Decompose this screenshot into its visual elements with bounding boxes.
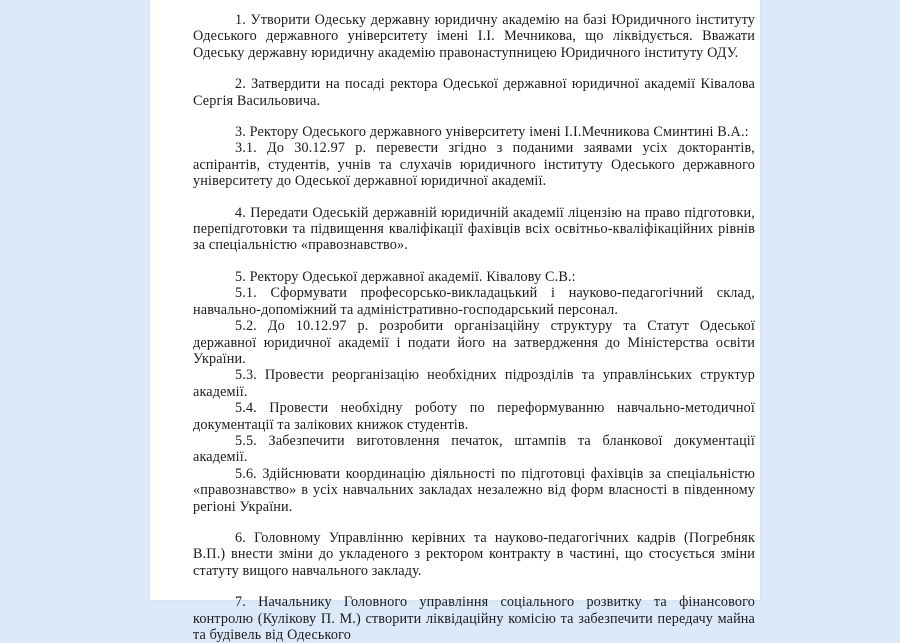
clause-2: 2. Затвердити на посаді ректора Одеської державної юридичної академії Ківалова Сергія Васильовича. bbox=[193, 76, 755, 109]
clause-3-1: 3.1. До 30.12.97 р. перевести згідно з поданими заявами усіх докторантів, аспірантів, студентів, учнів та слухачів юридичного інституту Одеського державного університету до Одеської державної юридичної академії. bbox=[193, 140, 755, 190]
clause-3: 3. Ректору Одеського державного університету імені І.І.Мечникова Сминтині В.А.: bbox=[235, 124, 749, 141]
clause-5: 5. Ректору Одеської державної академії. Ківалову С.В.: bbox=[235, 268, 576, 285]
clause-5-4: 5.4. Провести необхідну роботу по переформуванню навчально-методичної документації та залікових книжок студентів. bbox=[193, 400, 755, 433]
document-body bbox=[193, 12, 755, 643]
clause-5-1: 5.1. Сформувати професорсько-викладацький і науково-педагогічний склад, навчально-допоміжний та адміністративно-господарський персонал. bbox=[193, 285, 755, 318]
clause-1: 1. Утворити Одеську державну юридичну академію на базі Юридичного інституту Одеського державного університету імені І.І. Мечникова, що ліквідується. Вважати Одеську державну юридичну академію правонаступницею Юридичного інституту ОДУ. bbox=[193, 12, 755, 61]
clause-5-3: 5.3. Провести реорганізацію необхідних підрозділів та управлінських структур академії. bbox=[193, 367, 755, 400]
clause-5-2: 5.2. До 10.12.97 р. розробити організаційну структуру та Статут Одеської державної юридичної академії і подати його на затвердження до Міністерства освіти України. bbox=[193, 318, 755, 367]
clause-6: 6. Головному Управлінню керівних та науково-педагогічних кадрів (Погребняк В.П.) внести зміни до укладеного з ректором контракту в частині, що стосується зміни статуту вищого навчального закладу. bbox=[193, 529, 755, 579]
clause-5-5: 5.5. Забезпечити виготовлення печаток, штампів та бланкової документації академії. bbox=[193, 432, 755, 466]
clause-5-6: 5.6. Здійснювати координацію діяльності по підготовці фахівців за спеціальністю «правознавство» в усіх навчальних закладах незалежно від форм власності в південному регіоні України. bbox=[193, 465, 755, 515]
clause-7: 7. Начальнику Головного управління соціального розвитку та фінансового контролю (Кулікову П. М.) створити ліквідаційну комісію та забезпечити передачу майна та будівель від Одеського bbox=[193, 594, 755, 643]
clause-4: 4. Передати Одеській державній юридичній академії ліцензію на право підготовки, перепідготовки та підвищення кваліфікації фахівців всіх освітньо-кваліфікаційних рівнів за спеціальністю «правознавство». bbox=[193, 204, 755, 254]
